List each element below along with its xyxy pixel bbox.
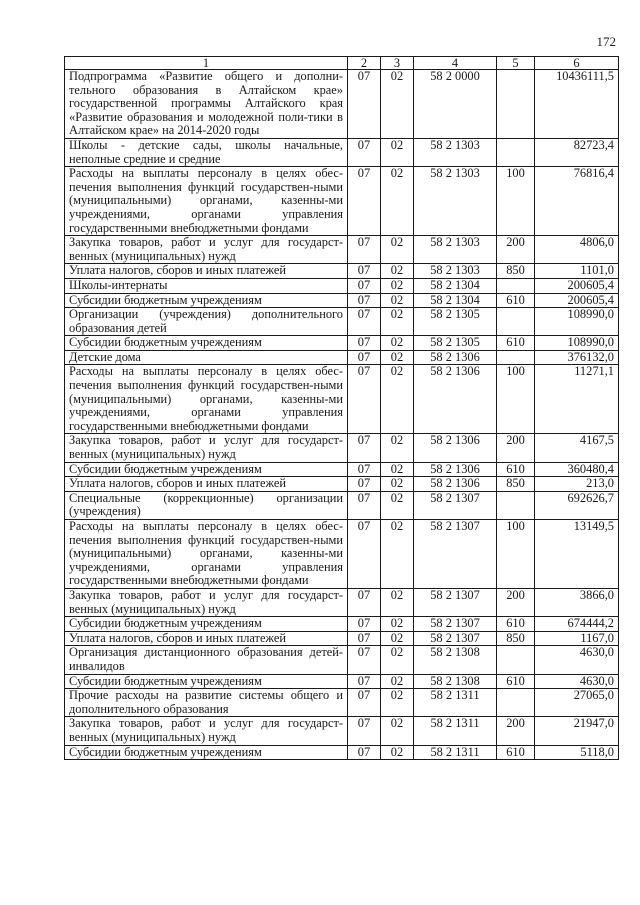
section-code-cell: 07 bbox=[348, 717, 381, 745]
row-name-cell: Расходы на выплаты персоналу в целях обес-печения выполнения функций государствен-ными (муниципальными) органами, казенны-ми учреждениями, органами управления государственными внебюджетными фондами bbox=[65, 520, 348, 589]
table-row bbox=[65, 646, 619, 674]
table-row bbox=[65, 717, 619, 745]
expense-type-cell bbox=[497, 308, 535, 336]
target-article-cell: 58 2 1305 bbox=[414, 336, 497, 351]
section-code-cell: 07 bbox=[348, 631, 381, 646]
expense-type-cell: 610 bbox=[497, 674, 535, 689]
column-header-6: 6 bbox=[535, 57, 619, 70]
target-article-cell: 58 2 1304 bbox=[414, 278, 497, 293]
row-name-cell: Уплата налогов, сборов и иных платежей bbox=[65, 264, 348, 279]
row-name-cell: Школы - детские сады, школы начальные, неполные средние и средние bbox=[65, 138, 348, 166]
amount-cell: 3866,0 bbox=[535, 588, 619, 616]
target-article-cell: 58 2 1306 bbox=[414, 477, 497, 492]
target-article-cell: 58 2 0000 bbox=[414, 70, 497, 139]
target-article-cell: 58 2 1305 bbox=[414, 308, 497, 336]
table-row bbox=[65, 491, 619, 519]
subsection-code-cell: 02 bbox=[381, 434, 414, 462]
target-article-cell: 58 2 1303 bbox=[414, 236, 497, 264]
row-name-cell: Уплата налогов, сборов и иных платежей bbox=[65, 631, 348, 646]
table-row bbox=[65, 588, 619, 616]
expense-type-cell: 200 bbox=[497, 434, 535, 462]
amount-cell: 27065,0 bbox=[535, 689, 619, 717]
column-header-2: 2 bbox=[348, 57, 381, 70]
row-name-cell: Уплата налогов, сборов и иных платежей bbox=[65, 477, 348, 492]
section-code-cell: 07 bbox=[348, 520, 381, 589]
table-row bbox=[65, 462, 619, 477]
section-code-cell: 07 bbox=[348, 236, 381, 264]
section-code-cell: 07 bbox=[348, 336, 381, 351]
expense-type-cell bbox=[497, 350, 535, 365]
target-article-cell: 58 2 1307 bbox=[414, 588, 497, 616]
row-name-cell: Детские дома bbox=[65, 350, 348, 365]
target-article-cell: 58 2 1306 bbox=[414, 350, 497, 365]
row-name-cell: Закупка товаров, работ и услуг для государст-венных (муниципальных) нужд bbox=[65, 434, 348, 462]
subsection-code-cell: 02 bbox=[381, 745, 414, 760]
amount-cell: 76816,4 bbox=[535, 167, 619, 236]
table-row bbox=[65, 350, 619, 365]
table-row bbox=[65, 365, 619, 434]
target-article-cell: 58 2 1303 bbox=[414, 138, 497, 166]
table-row bbox=[65, 236, 619, 264]
expense-type-cell: 200 bbox=[497, 717, 535, 745]
section-code-cell: 07 bbox=[348, 308, 381, 336]
section-code-cell: 07 bbox=[348, 745, 381, 760]
target-article-cell: 58 2 1306 bbox=[414, 365, 497, 434]
amount-cell: 4806,0 bbox=[535, 236, 619, 264]
table-row bbox=[65, 617, 619, 632]
row-name-cell: Субсидии бюджетным учреждениям bbox=[65, 462, 348, 477]
column-header-5: 5 bbox=[497, 57, 535, 70]
amount-cell: 10436111,5 bbox=[535, 70, 619, 139]
subsection-code-cell: 02 bbox=[381, 717, 414, 745]
expense-type-cell bbox=[497, 689, 535, 717]
section-code-cell: 07 bbox=[348, 674, 381, 689]
row-name-cell: Расходы на выплаты персоналу в целях обес-печения выполнения функций государствен-ными (муниципальными) органами, казенны-ми учреждениями, органами управления государственными внебюджетными фондами bbox=[65, 167, 348, 236]
subsection-code-cell: 02 bbox=[381, 167, 414, 236]
section-code-cell: 07 bbox=[348, 293, 381, 308]
amount-cell: 200605,4 bbox=[535, 278, 619, 293]
amount-cell: 674444,2 bbox=[535, 617, 619, 632]
table-row bbox=[65, 674, 619, 689]
subsection-code-cell: 02 bbox=[381, 70, 414, 139]
amount-cell: 376132,0 bbox=[535, 350, 619, 365]
row-name-cell: Закупка товаров, работ и услуг для государст-венных (муниципальных) нужд bbox=[65, 588, 348, 616]
amount-cell: 1167,0 bbox=[535, 631, 619, 646]
table-row bbox=[65, 167, 619, 236]
expense-type-cell: 850 bbox=[497, 264, 535, 279]
expense-type-cell: 610 bbox=[497, 617, 535, 632]
target-article-cell: 58 2 1307 bbox=[414, 617, 497, 632]
target-article-cell: 58 2 1306 bbox=[414, 434, 497, 462]
expense-type-cell: 850 bbox=[497, 477, 535, 492]
subsection-code-cell: 02 bbox=[381, 264, 414, 279]
section-code-cell: 07 bbox=[348, 491, 381, 519]
subsection-code-cell: 02 bbox=[381, 674, 414, 689]
table-row bbox=[65, 477, 619, 492]
subsection-code-cell: 02 bbox=[381, 646, 414, 674]
target-article-cell: 58 2 1303 bbox=[414, 264, 497, 279]
target-article-cell: 58 2 1307 bbox=[414, 520, 497, 589]
amount-cell: 21947,0 bbox=[535, 717, 619, 745]
section-code-cell: 07 bbox=[348, 646, 381, 674]
expense-type-cell bbox=[497, 491, 535, 519]
target-article-cell: 58 2 1307 bbox=[414, 631, 497, 646]
subsection-code-cell: 02 bbox=[381, 278, 414, 293]
section-code-cell: 07 bbox=[348, 477, 381, 492]
section-code-cell: 07 bbox=[348, 617, 381, 632]
row-name-cell: Организации (учреждения) дополнительного образования детей bbox=[65, 308, 348, 336]
row-name-cell: Школы-интернаты bbox=[65, 278, 348, 293]
table-row bbox=[65, 745, 619, 760]
amount-cell: 13149,5 bbox=[535, 520, 619, 589]
amount-cell: 4167,5 bbox=[535, 434, 619, 462]
expense-type-cell: 850 bbox=[497, 631, 535, 646]
target-article-cell: 58 2 1303 bbox=[414, 167, 497, 236]
subsection-code-cell: 02 bbox=[381, 138, 414, 166]
section-code-cell: 07 bbox=[348, 167, 381, 236]
row-name-cell: Субсидии бюджетным учреждениям bbox=[65, 745, 348, 760]
section-code-cell: 07 bbox=[348, 70, 381, 139]
target-article-cell: 58 2 1306 bbox=[414, 462, 497, 477]
expense-type-cell: 100 bbox=[497, 520, 535, 589]
amount-cell: 108990,0 bbox=[535, 336, 619, 351]
subsection-code-cell: 02 bbox=[381, 462, 414, 477]
target-article-cell: 58 2 1311 bbox=[414, 745, 497, 760]
subsection-code-cell: 02 bbox=[381, 588, 414, 616]
row-name-cell: Расходы на выплаты персоналу в целях обес-печения выполнения функций государствен-ными (муниципальными) органами, казенны-ми учреждениями, органами управления государственными внебюджетными фондами bbox=[65, 365, 348, 434]
table-row bbox=[65, 293, 619, 308]
section-code-cell: 07 bbox=[348, 350, 381, 365]
table-row bbox=[65, 689, 619, 717]
expense-type-cell bbox=[497, 138, 535, 166]
section-code-cell: 07 bbox=[348, 278, 381, 293]
subsection-code-cell: 02 bbox=[381, 617, 414, 632]
target-article-cell: 58 2 1311 bbox=[414, 717, 497, 745]
expense-type-cell: 100 bbox=[497, 365, 535, 434]
target-article-cell: 58 2 1311 bbox=[414, 689, 497, 717]
table-body bbox=[65, 70, 619, 760]
section-code-cell: 07 bbox=[348, 264, 381, 279]
table-row bbox=[65, 138, 619, 166]
table-header-row bbox=[65, 57, 619, 70]
section-code-cell: 07 bbox=[348, 434, 381, 462]
row-name-cell: Подпрограмма «Развитие общего и дополни-тельного образования в Алтайском крае» государственной программы Алтайского края «Развитие образования и молодежной поли-тики в Алтайском крае» на 2014-2020 годы bbox=[65, 70, 348, 139]
row-name-cell: Прочие расходы на развитие системы общего и дополнительного образования bbox=[65, 689, 348, 717]
section-code-cell: 07 bbox=[348, 365, 381, 434]
row-name-cell: Субсидии бюджетным учреждениям bbox=[65, 617, 348, 632]
subsection-code-cell: 02 bbox=[381, 477, 414, 492]
expense-type-cell bbox=[497, 646, 535, 674]
row-name-cell: Субсидии бюджетным учреждениям bbox=[65, 336, 348, 351]
budget-table bbox=[64, 56, 619, 760]
subsection-code-cell: 02 bbox=[381, 491, 414, 519]
expense-type-cell: 610 bbox=[497, 462, 535, 477]
target-article-cell: 58 2 1308 bbox=[414, 646, 497, 674]
amount-cell: 4630,0 bbox=[535, 674, 619, 689]
subsection-code-cell: 02 bbox=[381, 689, 414, 717]
subsection-code-cell: 02 bbox=[381, 350, 414, 365]
table-row bbox=[65, 520, 619, 589]
expense-type-cell bbox=[497, 70, 535, 139]
amount-cell: 11271,1 bbox=[535, 365, 619, 434]
column-header-4: 4 bbox=[414, 57, 497, 70]
table-row bbox=[65, 70, 619, 139]
column-header-3: 3 bbox=[381, 57, 414, 70]
amount-cell: 82723,4 bbox=[535, 138, 619, 166]
amount-cell: 1101,0 bbox=[535, 264, 619, 279]
subsection-code-cell: 02 bbox=[381, 308, 414, 336]
amount-cell: 108990,0 bbox=[535, 308, 619, 336]
amount-cell: 213,0 bbox=[535, 477, 619, 492]
table-row bbox=[65, 631, 619, 646]
table-row bbox=[65, 434, 619, 462]
expense-type-cell: 610 bbox=[497, 336, 535, 351]
section-code-cell: 07 bbox=[348, 689, 381, 717]
target-article-cell: 58 2 1304 bbox=[414, 293, 497, 308]
row-name-cell: Закупка товаров, работ и услуг для государст-венных (муниципальных) нужд bbox=[65, 236, 348, 264]
table-row bbox=[65, 264, 619, 279]
expense-type-cell: 610 bbox=[497, 293, 535, 308]
subsection-code-cell: 02 bbox=[381, 293, 414, 308]
amount-cell: 5118,0 bbox=[535, 745, 619, 760]
section-code-cell: 07 bbox=[348, 462, 381, 477]
expense-type-cell: 200 bbox=[497, 588, 535, 616]
subsection-code-cell: 02 bbox=[381, 236, 414, 264]
row-name-cell: Субсидии бюджетным учреждениям bbox=[65, 293, 348, 308]
expense-type-cell: 610 bbox=[497, 745, 535, 760]
row-name-cell: Организация дистанционного образования детей-инвалидов bbox=[65, 646, 348, 674]
expense-type-cell bbox=[497, 278, 535, 293]
row-name-cell: Специальные (коррекционные) организации (учреждения) bbox=[65, 491, 348, 519]
amount-cell: 200605,4 bbox=[535, 293, 619, 308]
subsection-code-cell: 02 bbox=[381, 365, 414, 434]
table-row bbox=[65, 336, 619, 351]
subsection-code-cell: 02 bbox=[381, 336, 414, 351]
section-code-cell: 07 bbox=[348, 138, 381, 166]
expense-type-cell: 200 bbox=[497, 236, 535, 264]
page-number: 172 bbox=[596, 34, 616, 49]
target-article-cell: 58 2 1308 bbox=[414, 674, 497, 689]
table-row bbox=[65, 278, 619, 293]
row-name-cell: Закупка товаров, работ и услуг для государст-венных (муниципальных) нужд bbox=[65, 717, 348, 745]
amount-cell: 4630,0 bbox=[535, 646, 619, 674]
subsection-code-cell: 02 bbox=[381, 631, 414, 646]
column-header-1: 1 bbox=[65, 57, 348, 70]
amount-cell: 692626,7 bbox=[535, 491, 619, 519]
section-code-cell: 07 bbox=[348, 588, 381, 616]
target-article-cell: 58 2 1307 bbox=[414, 491, 497, 519]
table-row bbox=[65, 308, 619, 336]
amount-cell: 360480,4 bbox=[535, 462, 619, 477]
row-name-cell: Субсидии бюджетным учреждениям bbox=[65, 674, 348, 689]
subsection-code-cell: 02 bbox=[381, 520, 414, 589]
expense-type-cell: 100 bbox=[497, 167, 535, 236]
